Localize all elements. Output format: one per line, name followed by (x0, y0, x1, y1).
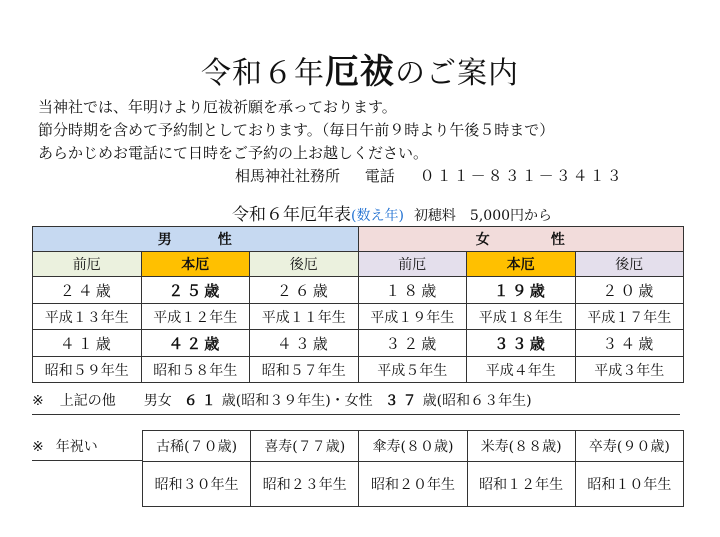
iwai-label (32, 436, 98, 456)
iwai-name-cell: 古稀(７０歳) (143, 431, 251, 462)
age-cell: ３２歳 (358, 330, 467, 357)
year-cell: 平成１８年生 (467, 304, 576, 330)
office-name: 相馬神社社務所 (235, 167, 341, 185)
note-text: 歳(昭和３９年生)・女性 (221, 393, 373, 409)
col-honyaku-female: 本厄 (467, 252, 576, 277)
iwai-year-cell: 昭和２３年生 (251, 462, 359, 507)
age-cell: ４１歳 (33, 330, 142, 357)
tel-label: 電話 (364, 167, 395, 185)
age-cell: ２５歳 (141, 277, 250, 304)
note-mark: ※ (32, 393, 44, 409)
age-cell: ４３歳 (250, 330, 359, 357)
intro-line: あらかじめお電話にて日時をご予約の上お越しください。 (38, 144, 429, 162)
toshiiwai-table (142, 430, 684, 507)
age-cell: １８歳 (358, 277, 467, 304)
iwai-name-cell: 傘寿(８０歳) (359, 431, 467, 462)
iwai-year-cell: 昭和２０年生 (359, 462, 467, 507)
year-cell: 平成１２年生 (141, 304, 250, 330)
year-cell: 平成３年生 (575, 357, 684, 383)
kazoe-note: (数え年) (351, 208, 404, 224)
page-title (0, 44, 720, 93)
col-atoyaku-male: 後厄 (250, 252, 359, 277)
col-honyaku-male: 本厄 (141, 252, 250, 277)
age-cell: １９歳 (467, 277, 576, 304)
age-cell: ４２歳 (141, 330, 250, 357)
other-note (32, 390, 680, 415)
tel-number: ０１１－８３１－３４１３ (419, 167, 624, 185)
year-cell: 平成１９年生 (358, 304, 467, 330)
yakudoshi-table (32, 226, 684, 383)
year-cell: 平成１１年生 (250, 304, 359, 330)
year-cell: 平成１７年生 (575, 304, 684, 330)
note-text: 歳(昭和６３年生) (422, 393, 532, 409)
iwai-name-cell: 喜寿(７７歳) (251, 431, 359, 462)
note-age: ６１ (183, 393, 220, 409)
col-atoyaku-female: 後厄 (575, 252, 684, 277)
iwai-name-cell: 米寿(８８歳) (467, 431, 575, 462)
age-cell: ２０歳 (575, 277, 684, 304)
iwai-mark: ※ (32, 439, 44, 455)
age-cell: ２４歳 (33, 277, 142, 304)
title-suffix: のご案内 (395, 56, 519, 91)
intro-text (38, 96, 554, 165)
intro-line: 節分時期を含めて予約制としております。（毎日午前９時より午後５時まで） (38, 121, 555, 139)
title-emphasis: 厄祓 (325, 52, 395, 92)
col-maeyaku-female: 前厄 (358, 252, 467, 277)
year-cell: 昭和５９年生 (33, 357, 142, 383)
year-cell: 平成５年生 (358, 357, 467, 383)
col-maeyaku-male: 前厄 (33, 252, 142, 277)
intro-line: 当神社では、年明けより厄祓祈願を承っております。 (38, 98, 397, 116)
note-age: ３７ (384, 393, 421, 409)
iwai-divider (32, 460, 142, 461)
table-title: 令和６年厄年表 (232, 205, 351, 225)
note-text: 上記の他 男女 (59, 393, 172, 409)
iwai-year-cell: 昭和１２年生 (467, 462, 575, 507)
fee-note: 初穂料 5,000円から (413, 208, 553, 224)
year-cell: 昭和５８年生 (141, 357, 250, 383)
iwai-label-text: 年祝い (55, 439, 98, 455)
age-cell: ３４歳 (575, 330, 684, 357)
male-header: 男 性 (33, 227, 359, 252)
year-cell: 平成４年生 (467, 357, 576, 383)
iwai-year-cell: 昭和１０年生 (575, 462, 683, 507)
female-header: 女 性 (358, 227, 684, 252)
age-cell: ２６歳 (250, 277, 359, 304)
iwai-year-cell: 昭和３０年生 (143, 462, 251, 507)
age-cell: ３３歳 (467, 330, 576, 357)
iwai-name-cell: 卒寿(９０歳) (575, 431, 683, 462)
year-cell: 平成１３年生 (33, 304, 142, 330)
year-cell: 昭和５７年生 (250, 357, 359, 383)
title-prefix: 令和６年 (201, 56, 325, 91)
contact-info (235, 165, 624, 186)
table-heading (232, 200, 552, 225)
